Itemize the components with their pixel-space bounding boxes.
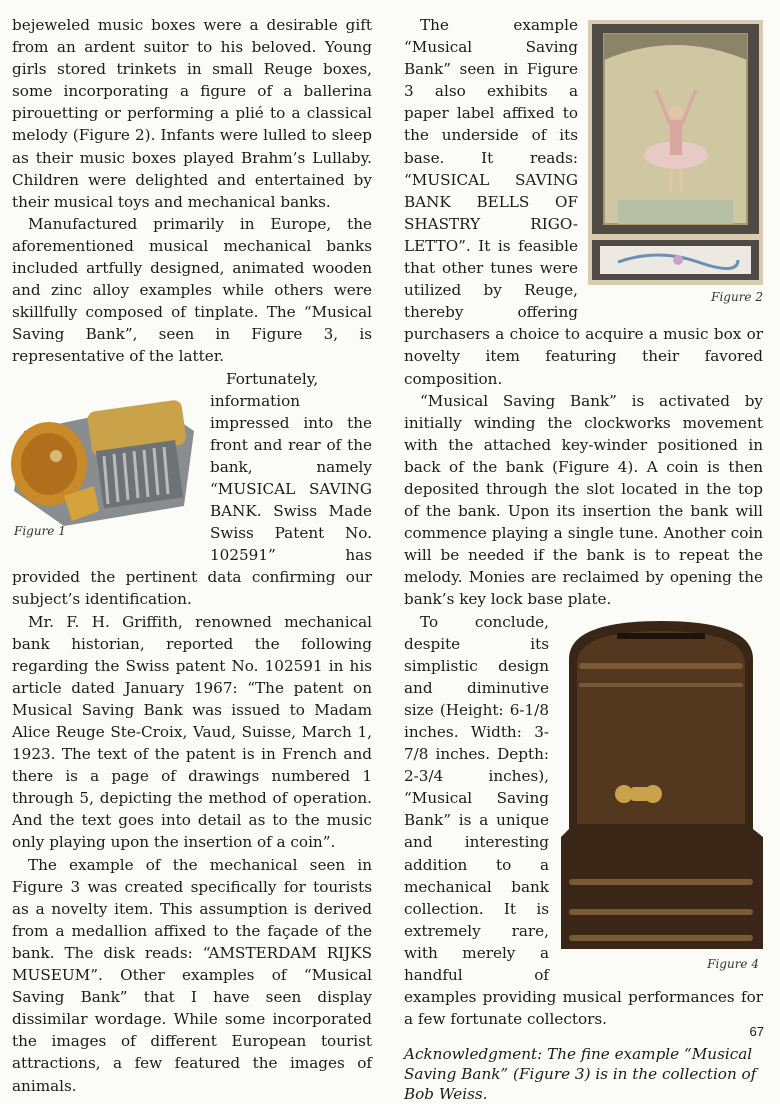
musical-saving-bank-image [557,619,765,949]
paragraph: To conclude, despite its simplistic design and diminutive size (Height: 6-1/8 inches. Width: 3-7/8 inches. Depth: 2-3/4 inches), “Musical Saving Bank” is a unique and interesting addition to a mechanical bank collection. It is extremely rare, with merely a handful of examples providing musical performances for a few fortunate collectors. [404,612,763,1029]
left-column [12,14,372,1097]
figure-2-ballerina-box [588,20,763,302]
paragraph: Fortunately, information impressed into the front and rear of the bank, namely “MUSICAL SAVING BANK. Swiss Made Swiss Patent No. 102591” has provided the pertinent data confirming our subject’s identification. [12,369,372,609]
acknowledgment: Acknowledgment: The fine example “Musical Saving Bank” (Figure 3) is in the collection of Bob Weiss. [404,1045,757,1104]
figure-4-musical-saving-bank [557,619,765,971]
paragraph: Mr. F. H. Griffith, renowned mechanical bank historian, reported the following regarding the Swiss patent No. 102591 in his article dated January 1967: “The patent on Musical Saving Bank was issued to Madam Alice Reuge Ste-Croix, Vaud, Suisse, March 1, 1923. The text of the patent is in French and there is a page of drawings numbered 1 through 5, depicting the method of operation. And the text goes into detail as to the music only playing upon the insertion of a coin”. [12,612,372,852]
paragraph: bejeweled music boxes were a desirable gift from an ardent suitor to his beloved. Young girls stored trinkets in small Reuge boxes, some incorporating a figure of a ballerina pirouetting or performing a plié to a classical melody (Figure 2). Infants were lulled to sleep as their music boxes played Brahm’s Lullaby. Children were delighted and entertained by their musical toys and mechanical banks. [12,16,372,211]
figure-caption: Figure 1 [14,523,66,538]
paragraph: The example “Musical Saving Bank” seen in Figure 3 also exhibits a paper label affixed to the underside of its base. It reads: “MUSICAL SAVING BANK BELLS OF SHASTRY RIGO-LETTO”. It is feasible that other tunes were utilized by Reuge, thereby offering purchasers a choice to acquire a music box or novelty item featuring their favored composition. [404,16,763,388]
ballerina-box-image [588,20,763,285]
paragraph: The example of the mechanical seen in Figure 3 was created specifically for tourists as a novelty item. This assumption is derived from a medallion affixed to the façade of the bank. The disk reads: “AMSTERDAM RIJKS MUSEUM”. Other examples of “Musical Saving Bank” that I have seen display dissimilar wordage. While some incorporated the images of different European tourist attractions, a few featured the images of animals. [12,855,372,1095]
paragraph: “Musical Saving Bank” is activated by initially winding the clockworks movement with the attached key-winder positioned in back of the bank (Figure 4). A coin is then deposited through the slot located in the top of the bank. Upon its insertion the bank will commence playing a single tune. Another coin will be needed if the bank is to repeat the melody. Monies are reclaimed by opening the bank’s key lock base plate. [404,391,763,609]
figure-1-music-box-movement [4,376,204,546]
paragraph: Manufactured primarily in Europe, the aforementioned musical mechanical banks included artfully designed, animated wooden and zinc alloy examples while others were skillfully composed of tinplate. The “Musical Saving Bank”, seen in Figure 3, is representative of the latter. [12,214,372,366]
figure-caption: Figure 4 [707,956,759,971]
music-box-movement-image [4,376,204,526]
page-number: 67 [749,1024,764,1039]
figure-caption: Figure 2 [711,290,763,304]
right-column [404,14,763,1104]
